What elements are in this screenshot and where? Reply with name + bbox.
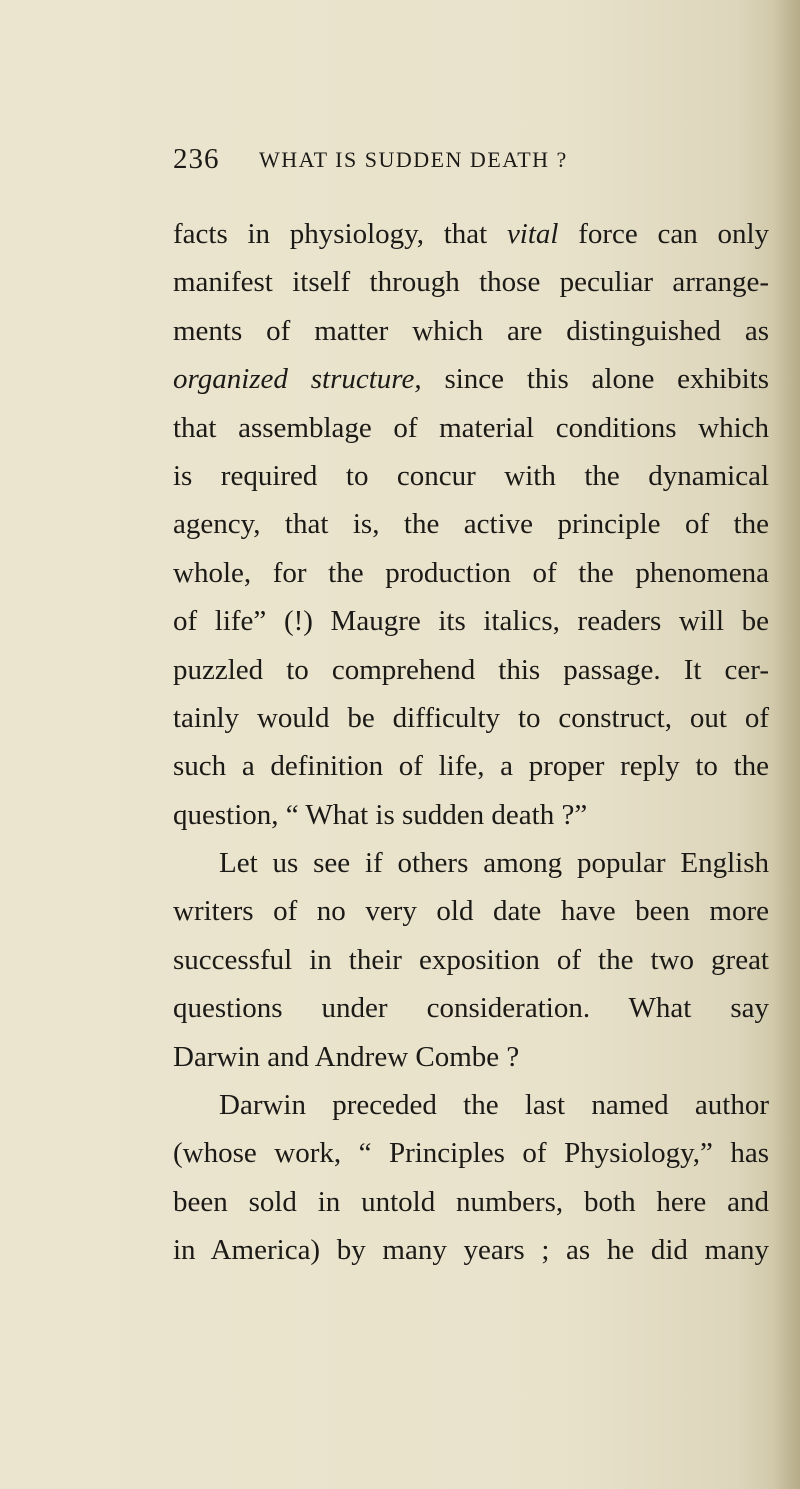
text-line: Darwin preceded the last named author [219,1089,769,1122]
text-line: whole, for the production of the phenomena [173,556,769,589]
text-line: organized structure, since this alone exhibits [173,363,769,396]
text-line: in America) by many years ; as he did many [173,1234,769,1267]
text-line: (whose work, “ Principles of Physiology,” has [173,1137,769,1170]
text-line: facts in physiology, that vital force can only [173,218,769,250]
text-line: is required to concur with the dynamical [173,459,769,492]
text-line: successful in their exposition of the two great [173,943,769,976]
text-line: such a definition of life, a proper reply to the [173,750,769,783]
text-line: agency, that is, the active principle of the [173,508,769,541]
page-header [173,143,753,187]
text-line: manifest itself through those peculiar arrange- [173,266,769,299]
text-line: writers of no very old date have been more [173,895,769,928]
text-line: questions under consideration. What say [173,992,769,1025]
text-line: Darwin and Andrew Combe ? [173,1040,520,1073]
text-line: been sold in untold numbers, both here and [173,1185,769,1218]
text-line: tainly would be difficulty to construct, out of [173,701,769,734]
text-line: that assemblage of material conditions which [173,411,769,444]
page-number: 236 [173,143,220,175]
running-head: WHAT IS SUDDEN DEATH ? [259,147,568,172]
text-line: question, “ What is sudden death ?” [173,798,588,831]
page-edge-shadow [772,0,800,1489]
text-line: ments of matter which are distinguished as [173,314,769,347]
body-text [173,210,769,1275]
text-line: Let us see if others among popular English [219,847,769,880]
text-line: puzzled to comprehend this passage. It cer- [173,653,769,686]
text-line: of life” (!) Maugre its italics, readers will be [173,605,769,638]
